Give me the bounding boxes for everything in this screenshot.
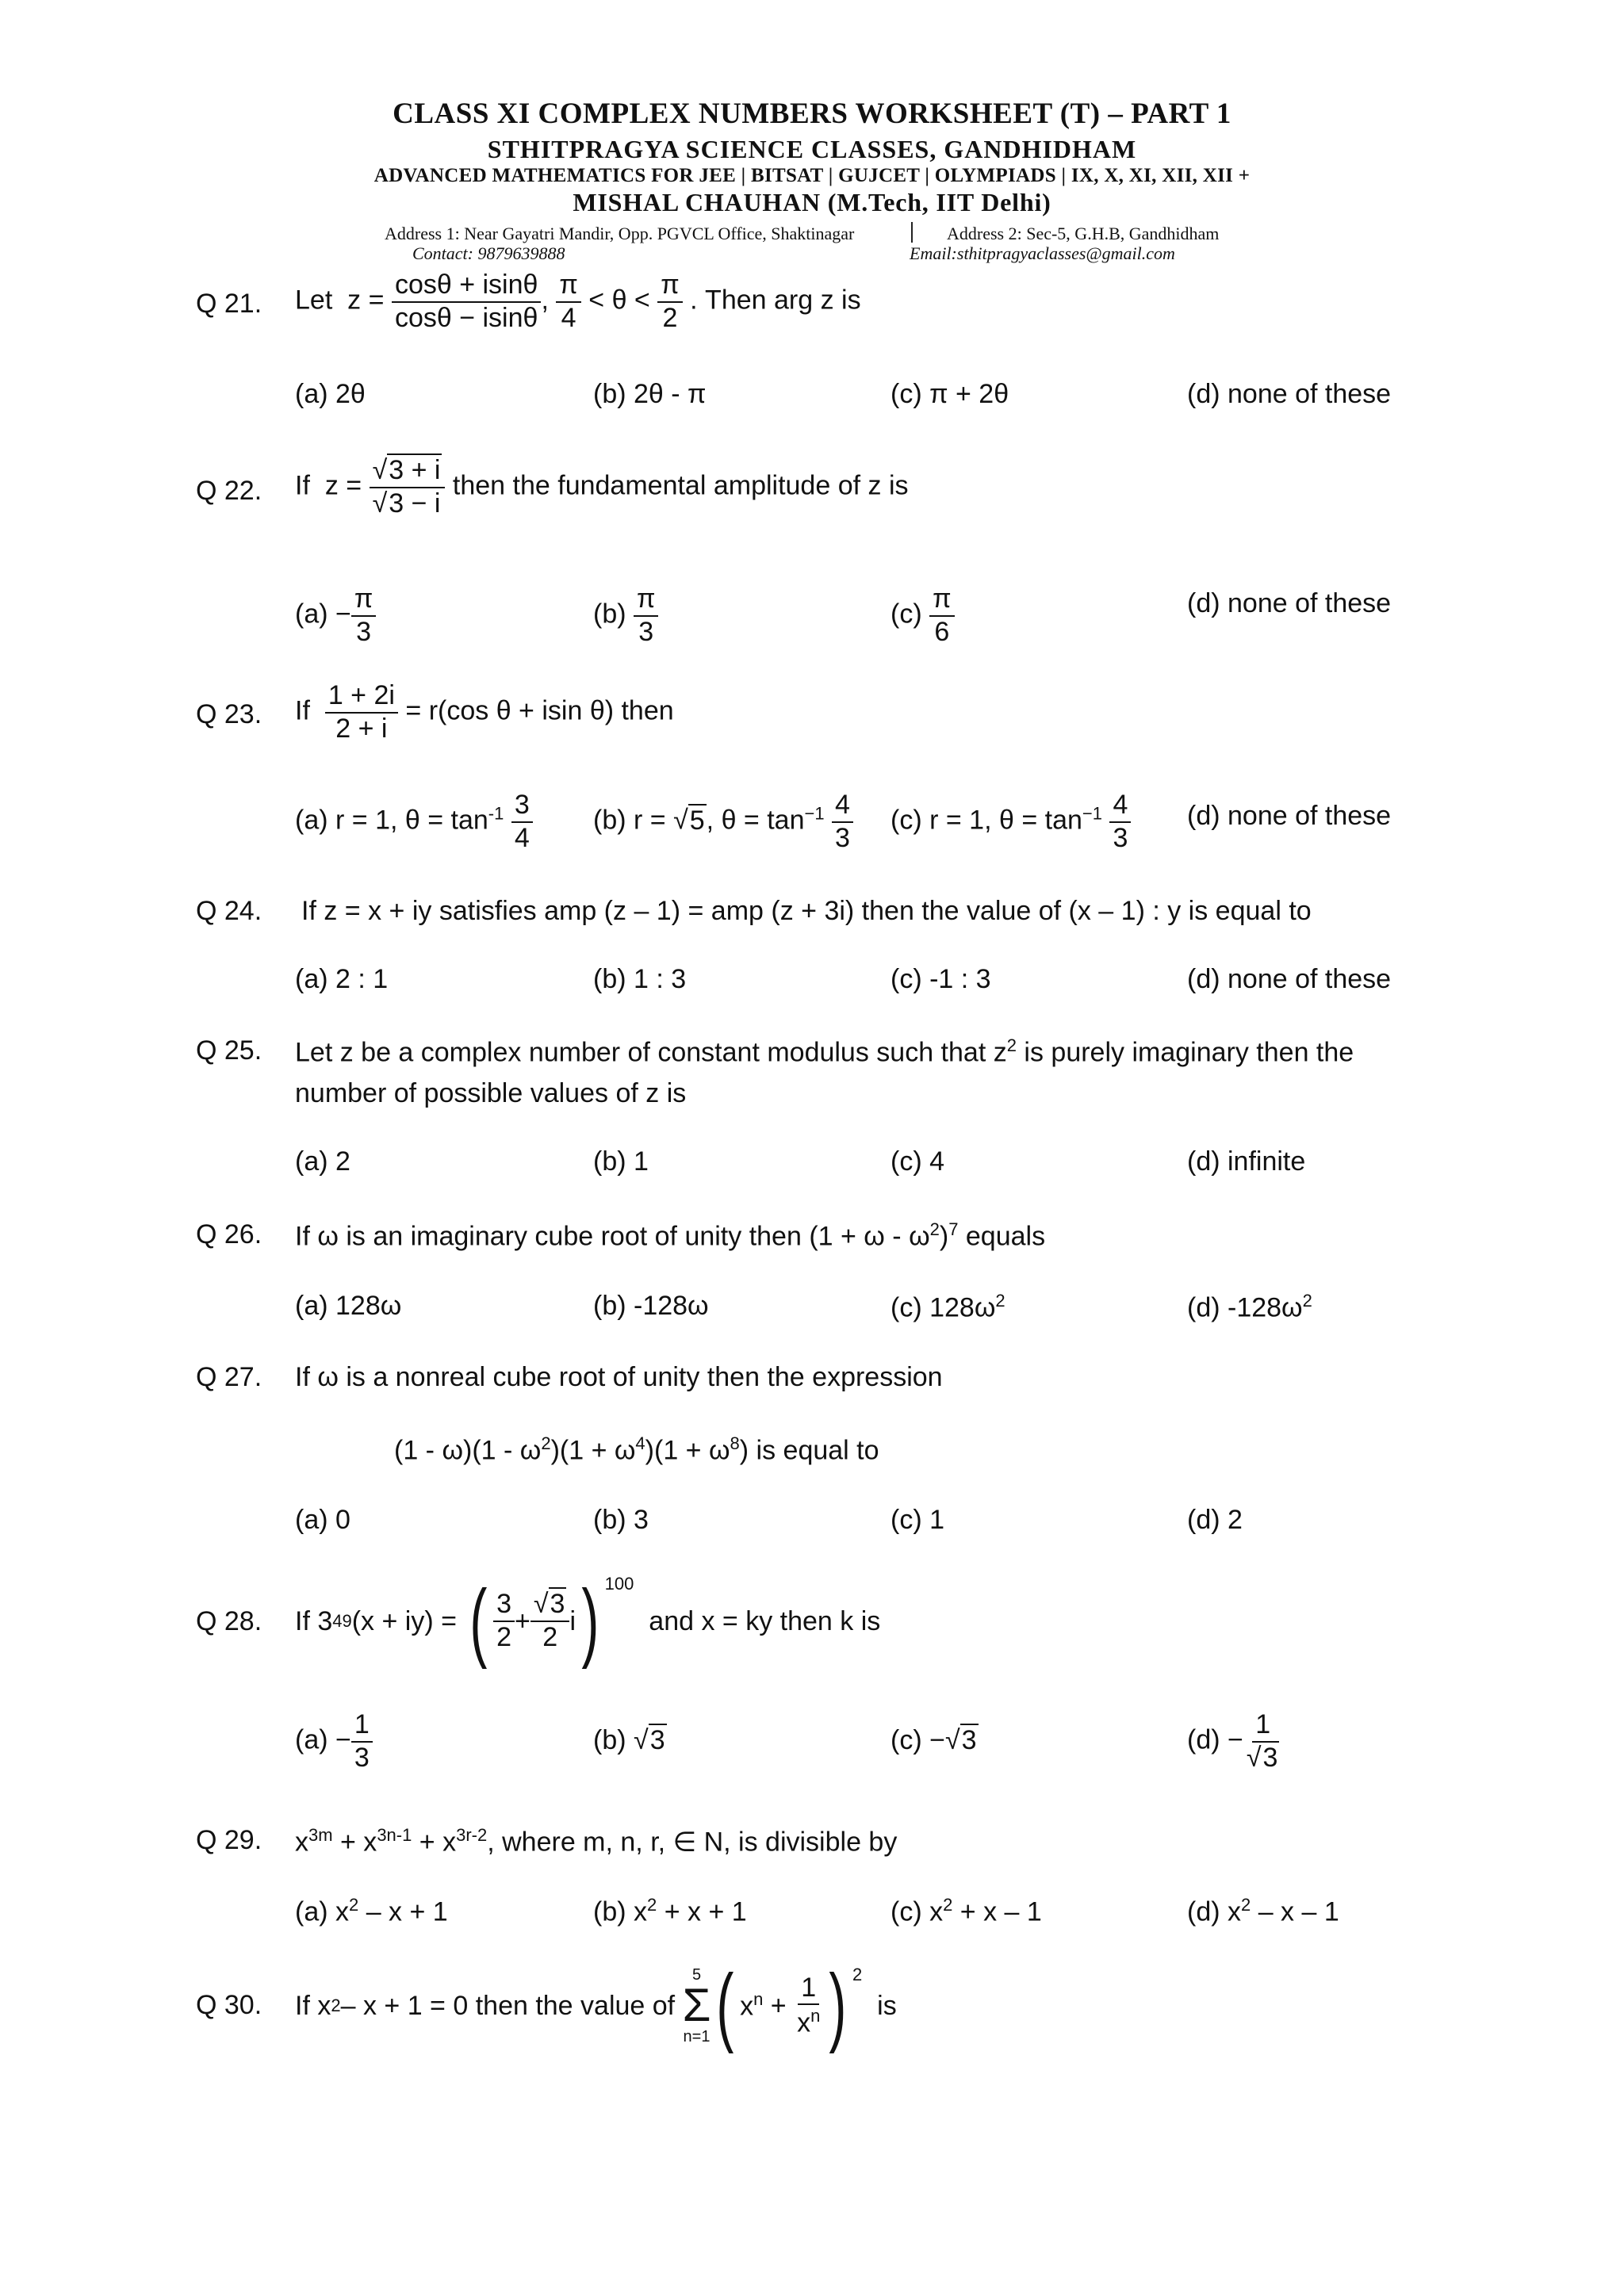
question-26-stem xyxy=(295,1219,1045,1252)
q29-s3: 3r-2 xyxy=(456,1825,488,1845)
q27-expr-d: ) is equal to xyxy=(739,1435,879,1466)
question-number: Q 28. xyxy=(196,1606,262,1636)
q22-option-b xyxy=(593,585,658,646)
q26-option-c-sup: 2 xyxy=(995,1291,1005,1311)
q23-option-b-num: 4 xyxy=(832,791,853,823)
q28-post: and x = ky then k is xyxy=(649,1605,881,1636)
q26-option-a-label: (a) 128ω xyxy=(295,1291,402,1321)
q30-frac-num: 1 xyxy=(798,1974,819,2006)
q30-summation xyxy=(683,1967,711,2045)
q22-option-a-num: π xyxy=(351,585,376,617)
q28-option-d xyxy=(1187,1711,1282,1772)
q28-option-c-radicand: 3 xyxy=(961,1725,977,1755)
q29-option-b-b: + x + 1 xyxy=(657,1896,747,1927)
question-22-stem xyxy=(295,457,909,518)
q22-frac-num-wrap: √3 + i xyxy=(370,457,446,488)
q30-plus: + xyxy=(770,1990,787,2021)
question-29-stem xyxy=(295,1825,897,1858)
q28-option-b-radicand: 3 xyxy=(649,1725,665,1755)
q22-frac-num: 3 + i xyxy=(389,455,441,485)
q27-expr-a: (1 - ω)(1 - ω xyxy=(394,1435,542,1466)
q23-option-b-label: (b) r = xyxy=(593,805,666,836)
q23-option-a-label: (a) r = 1, θ = tan xyxy=(295,805,488,836)
q28-option-d-sign: − xyxy=(1228,1724,1243,1755)
q21-option-c: (c) π + 2θ xyxy=(891,379,1009,409)
q28-f1-num: 3 xyxy=(493,1590,515,1622)
q23-option-b-frac xyxy=(832,791,853,852)
worksheet-title: CLASS XI COMPLEX NUMBERS WORKSHEET (T) – PART 1 xyxy=(393,98,1231,130)
q29-option-d-sup: 2 xyxy=(1241,1895,1251,1915)
q27-sup3: 8 xyxy=(730,1433,740,1453)
q28-f2-num-wrap: √3 xyxy=(530,1590,570,1622)
q21-option-a: (a) 2θ xyxy=(295,379,366,409)
q26-text-b: ) xyxy=(939,1221,949,1252)
q30-frac xyxy=(794,1974,823,2038)
question-25-stem-line2: number of possible values of z is xyxy=(295,1078,687,1108)
q22-z: z = xyxy=(324,470,362,501)
q28-option-d-den: 3 xyxy=(1262,1742,1278,1773)
q28-option-c xyxy=(891,1725,979,1756)
question-number: Q 25. xyxy=(196,1035,262,1066)
q25-option-a: (a) 2 xyxy=(295,1146,350,1177)
address-2: Address 2: Sec-5, G.H.B, Gandhidham xyxy=(947,224,1220,243)
q24-option-b: (b) 1 : 3 xyxy=(593,964,687,994)
q21-range-a-num: π xyxy=(556,271,580,303)
q23-option-c-frac xyxy=(1109,791,1131,852)
question-23-stem xyxy=(295,682,674,743)
q27-sup2: 4 xyxy=(635,1433,645,1453)
q21-range-b xyxy=(657,271,682,332)
q23-option-a-num: 3 xyxy=(511,791,533,823)
q30-left-paren: ( xyxy=(716,1957,734,2054)
q28-option-b-label: (b) xyxy=(593,1725,626,1755)
q30-pre-b: – x + 1 = 0 then the value of xyxy=(340,1990,676,2021)
q23-option-b-sup: −1 xyxy=(804,803,825,824)
q27-option-b: (b) 3 xyxy=(593,1505,649,1535)
q26-option-d xyxy=(1187,1291,1312,1323)
q28-option-d-frac xyxy=(1243,1711,1283,1772)
q29-option-d-b: – x – 1 xyxy=(1251,1896,1339,1927)
q22-option-a-label: (a) xyxy=(295,599,328,629)
q21-range-a-den: 4 xyxy=(561,302,576,333)
question-27-expression xyxy=(394,1433,879,1466)
q30-x: x xyxy=(740,1991,754,2022)
q21-range-a xyxy=(556,271,580,332)
q28-i: i xyxy=(569,1605,576,1636)
q23-option-c-sup: −1 xyxy=(1082,803,1102,824)
q28-frac-2 xyxy=(530,1590,570,1651)
q21-option-d: (d) none of these xyxy=(1187,379,1392,409)
q23-option-a xyxy=(295,791,533,852)
q29-option-a xyxy=(295,1895,448,1927)
q29-option-c-a: (c) x xyxy=(891,1896,944,1927)
question-number: Q 21. xyxy=(196,289,262,319)
q28-option-a-frac xyxy=(351,1711,373,1772)
q23-frac-num: 1 + 2i xyxy=(325,682,398,714)
q29-post: , where m, n, r, ∈ N, is divisible by xyxy=(487,1827,898,1858)
q29-option-a-sup: 2 xyxy=(349,1895,359,1915)
q22-option-b-den: 3 xyxy=(638,616,654,647)
q22-option-a-sign: − xyxy=(335,599,351,629)
q28-option-a-sign: − xyxy=(335,1724,351,1755)
q22-fraction xyxy=(370,457,446,518)
q28-option-a xyxy=(295,1711,373,1772)
q21-pre: Let xyxy=(295,285,333,316)
q30-power: 2 xyxy=(852,1965,863,1984)
q23-fraction xyxy=(325,682,398,743)
q23-option-b-radicand: 5 xyxy=(689,805,705,836)
q27-sup1: 2 xyxy=(541,1433,551,1453)
q26-text-a: If ω is an imaginary cube root of unity then (1 + ω - ω xyxy=(295,1221,930,1252)
q28-option-d-den-wrap: √3 xyxy=(1246,1742,1278,1773)
q29-option-b-sup: 2 xyxy=(647,1895,657,1915)
q23-frac-den: 2 + i xyxy=(335,713,388,744)
q21-fraction xyxy=(392,271,542,332)
q28-option-c-sqrt: √3 xyxy=(944,1725,977,1755)
question-24-stem: If z = x + iy satisfies amp (z – 1) = amp (z + 3i) then the value of (x – 1) : y is equal to xyxy=(301,896,1312,926)
q28-option-b-sqrt: √3 xyxy=(634,1725,665,1755)
q23-option-b xyxy=(593,791,853,852)
q29-option-d-a: (d) x xyxy=(1187,1896,1241,1927)
q23-option-c-label: (c) r = 1, θ = tan xyxy=(891,805,1082,836)
q22-frac-den-wrap: √3 − i xyxy=(372,488,441,519)
q22-option-c-num: π xyxy=(929,585,954,617)
q22-option-c-den: 6 xyxy=(934,616,950,647)
q28-option-a-num: 1 xyxy=(351,1711,373,1743)
q30-frac-den xyxy=(794,2005,823,2038)
q28-power: 100 xyxy=(604,1574,634,1594)
q30-sum-upper: 5 xyxy=(691,1966,702,1984)
question-number: Q 22. xyxy=(196,476,262,506)
q28-option-b xyxy=(593,1725,667,1756)
question-27-stem: If ω is a nonreal cube root of unity then the expression xyxy=(295,1362,943,1392)
q29-option-c xyxy=(891,1895,1042,1927)
q23-option-a-sup: -1 xyxy=(488,803,504,824)
q22-option-b-num: π xyxy=(634,585,658,617)
q30-frac-den-x: x xyxy=(797,2007,811,2038)
q23-pre: If xyxy=(295,695,310,726)
question-28-stem xyxy=(295,1566,880,1677)
q21-frac-num: cosθ + isinθ xyxy=(392,271,542,303)
q22-post: then the fundamental amplitude of z is xyxy=(452,470,909,501)
q29-option-a-a: (a) x xyxy=(295,1896,349,1927)
q26-option-a xyxy=(295,1291,401,1322)
q30-pre-a: If x xyxy=(295,1990,331,2021)
q24-option-c: (c) -1 : 3 xyxy=(891,964,991,994)
q22-option-a-frac xyxy=(351,585,376,646)
question-number: Q 30. xyxy=(196,1990,262,2020)
q24-option-a: (a) 2 : 1 xyxy=(295,964,389,994)
q29-option-c-b: + x – 1 xyxy=(952,1896,1042,1927)
q23-option-b-den: 3 xyxy=(835,822,850,853)
q22-option-c-label: (c) xyxy=(891,599,922,629)
q29-option-d xyxy=(1187,1895,1339,1927)
q23-option-c-num: 4 xyxy=(1109,791,1131,823)
question-number: Q 27. xyxy=(196,1362,262,1392)
q23-option-b-mid: , θ = tan xyxy=(706,805,805,836)
q30-sum-lower: n=1 xyxy=(683,2028,710,2045)
q29-option-c-sup: 2 xyxy=(943,1895,953,1915)
q29-p1: + x xyxy=(332,1827,377,1858)
q28-mid: (x + iy) = xyxy=(351,1605,457,1636)
q22-option-d: (d) none of these xyxy=(1187,588,1392,618)
q22-option-c xyxy=(891,585,955,646)
q30-sup: 2 xyxy=(331,1996,341,2015)
q22-pre: If xyxy=(295,470,310,501)
address-divider xyxy=(911,222,913,243)
institute-name: STHITPRAGYA SCIENCE CLASSES, GANDHIDHAM xyxy=(487,135,1137,163)
contact-phone: Contact: 9879639888 xyxy=(412,243,565,263)
q27-option-c: (c) 1 xyxy=(891,1505,944,1535)
question-number: Q 23. xyxy=(196,699,262,729)
q25-sup: 2 xyxy=(1006,1035,1017,1055)
q28-frac-1 xyxy=(493,1590,515,1651)
q28-option-d-num: 1 xyxy=(1252,1711,1274,1743)
question-number: Q 29. xyxy=(196,1825,262,1855)
q22-option-a xyxy=(295,585,376,646)
q22-option-a-den: 3 xyxy=(356,616,372,647)
q30-sigma: Σ xyxy=(682,1980,711,2031)
q26-option-b-label: (b) -128ω xyxy=(593,1291,709,1321)
q21-range-b-den: 2 xyxy=(662,302,678,333)
q29-s1: 3m xyxy=(308,1825,333,1845)
q26-sup2: 7 xyxy=(948,1219,959,1239)
q22-option-b-label: (b) xyxy=(593,599,626,629)
q23-option-c-den: 3 xyxy=(1113,822,1128,853)
q22-frac-den: 3 − i xyxy=(389,488,441,519)
q22-option-c-frac xyxy=(929,585,954,646)
q28-option-d-label: (d) xyxy=(1187,1724,1220,1755)
q28-sup: 49 xyxy=(332,1611,352,1631)
q28-f1-den: 2 xyxy=(496,1622,511,1652)
q28-plus: + xyxy=(515,1605,530,1636)
q23-option-c xyxy=(891,791,1131,852)
q26-option-b xyxy=(593,1291,709,1322)
question-30-stem xyxy=(295,1958,897,2053)
q29-option-a-b: – x + 1 xyxy=(358,1896,448,1927)
q21-frac-den: cosθ − isinθ xyxy=(394,302,538,333)
teacher-name: MISHAL CHAUHAN (M.Tech, IIT Delhi) xyxy=(573,188,1051,216)
q26-option-d-label: (d) -128ω xyxy=(1187,1292,1303,1323)
q30-right-paren: ) xyxy=(829,1957,847,2054)
q28-pre: If 3 xyxy=(295,1605,333,1636)
question-25-stem xyxy=(295,1035,1354,1068)
q26-option-d-sup: 2 xyxy=(1302,1291,1312,1311)
q25-option-d: (d) infinite xyxy=(1187,1146,1306,1177)
q30-xn xyxy=(740,1989,763,2022)
q30-post: is xyxy=(877,1990,897,2021)
q28-option-a-label: (a) xyxy=(295,1724,328,1755)
q23-option-d: (d) none of these xyxy=(1187,801,1392,831)
q30-frac-den-n: n xyxy=(810,2006,821,2026)
address-1: Address 1: Near Gayatri Mandir, Opp. PGVCL Office, Shaktinagar xyxy=(385,224,855,243)
q28-f2-den: 2 xyxy=(542,1622,558,1652)
q23-option-a-den: 4 xyxy=(514,822,530,853)
q21-option-b: (b) 2θ - π xyxy=(593,379,707,409)
q25-text-b: is purely imaginary then the xyxy=(1016,1037,1354,1068)
q27-option-a: (a) 0 xyxy=(295,1505,350,1535)
q21-z: z = xyxy=(347,285,385,316)
q28-right-paren: ) xyxy=(581,1572,599,1670)
q21-post: . Then arg z is xyxy=(690,285,861,316)
q27-expr-b: )(1 + ω xyxy=(550,1435,636,1466)
q24-option-d: (d) none of these xyxy=(1187,964,1392,994)
q26-text-c: equals xyxy=(958,1221,1046,1252)
q29-option-b-a: (b) x xyxy=(593,1896,647,1927)
q29-option-b xyxy=(593,1895,747,1927)
q26-option-c xyxy=(891,1291,1005,1323)
q23-option-b-sqrt: √5 xyxy=(673,805,705,836)
q21-lt: < θ < xyxy=(588,285,650,316)
contact-email: Email:sthitpragyaclasses@gmail.com xyxy=(910,243,1175,263)
q29-x1: x xyxy=(295,1827,308,1858)
q29-p2: + x xyxy=(412,1827,457,1858)
q29-s2: 3n-1 xyxy=(377,1825,412,1845)
question-number: Q 24. xyxy=(196,896,262,926)
q23-post: = r(cos θ + isin θ) then xyxy=(405,695,674,726)
q23-option-a-frac xyxy=(511,791,533,852)
q27-option-d: (d) 2 xyxy=(1187,1505,1243,1535)
q26-sup1: 2 xyxy=(929,1219,940,1239)
q28-f2-num: 3 xyxy=(550,1589,565,1620)
courses-line: ADVANCED MATHEMATICS FOR JEE | BITSAT | GUJCET | OLYMPIADS | IX, X, XI, XII, XII + xyxy=(373,165,1251,186)
q22-option-b-frac xyxy=(634,585,658,646)
q26-option-c-label: (c) 128ω xyxy=(891,1292,996,1323)
q28-option-a-den: 3 xyxy=(354,1742,370,1773)
q27-expr-c: )(1 + ω xyxy=(645,1435,730,1466)
q30-n: n xyxy=(753,1989,764,2010)
q28-left-paren: ( xyxy=(469,1572,488,1670)
q25-option-c: (c) 4 xyxy=(891,1146,944,1177)
q21-range-b-num: π xyxy=(657,271,682,303)
q28-option-c-label: (c) − xyxy=(891,1725,945,1755)
question-21-stem: Let z = $\frac{\cos\theta + isin\theta}{\cos\theta - isin\theta}$ , $\frac{\pi}{4}$ < θ < $\frac{\pi}{2}$ . Then arg z is xyxy=(295,270,861,333)
q25-option-b: (b) 1 xyxy=(593,1146,649,1177)
q25-text-a: Let z be a complex number of constant modulus such that z xyxy=(295,1037,1007,1068)
question-number: Q 26. xyxy=(196,1219,262,1249)
